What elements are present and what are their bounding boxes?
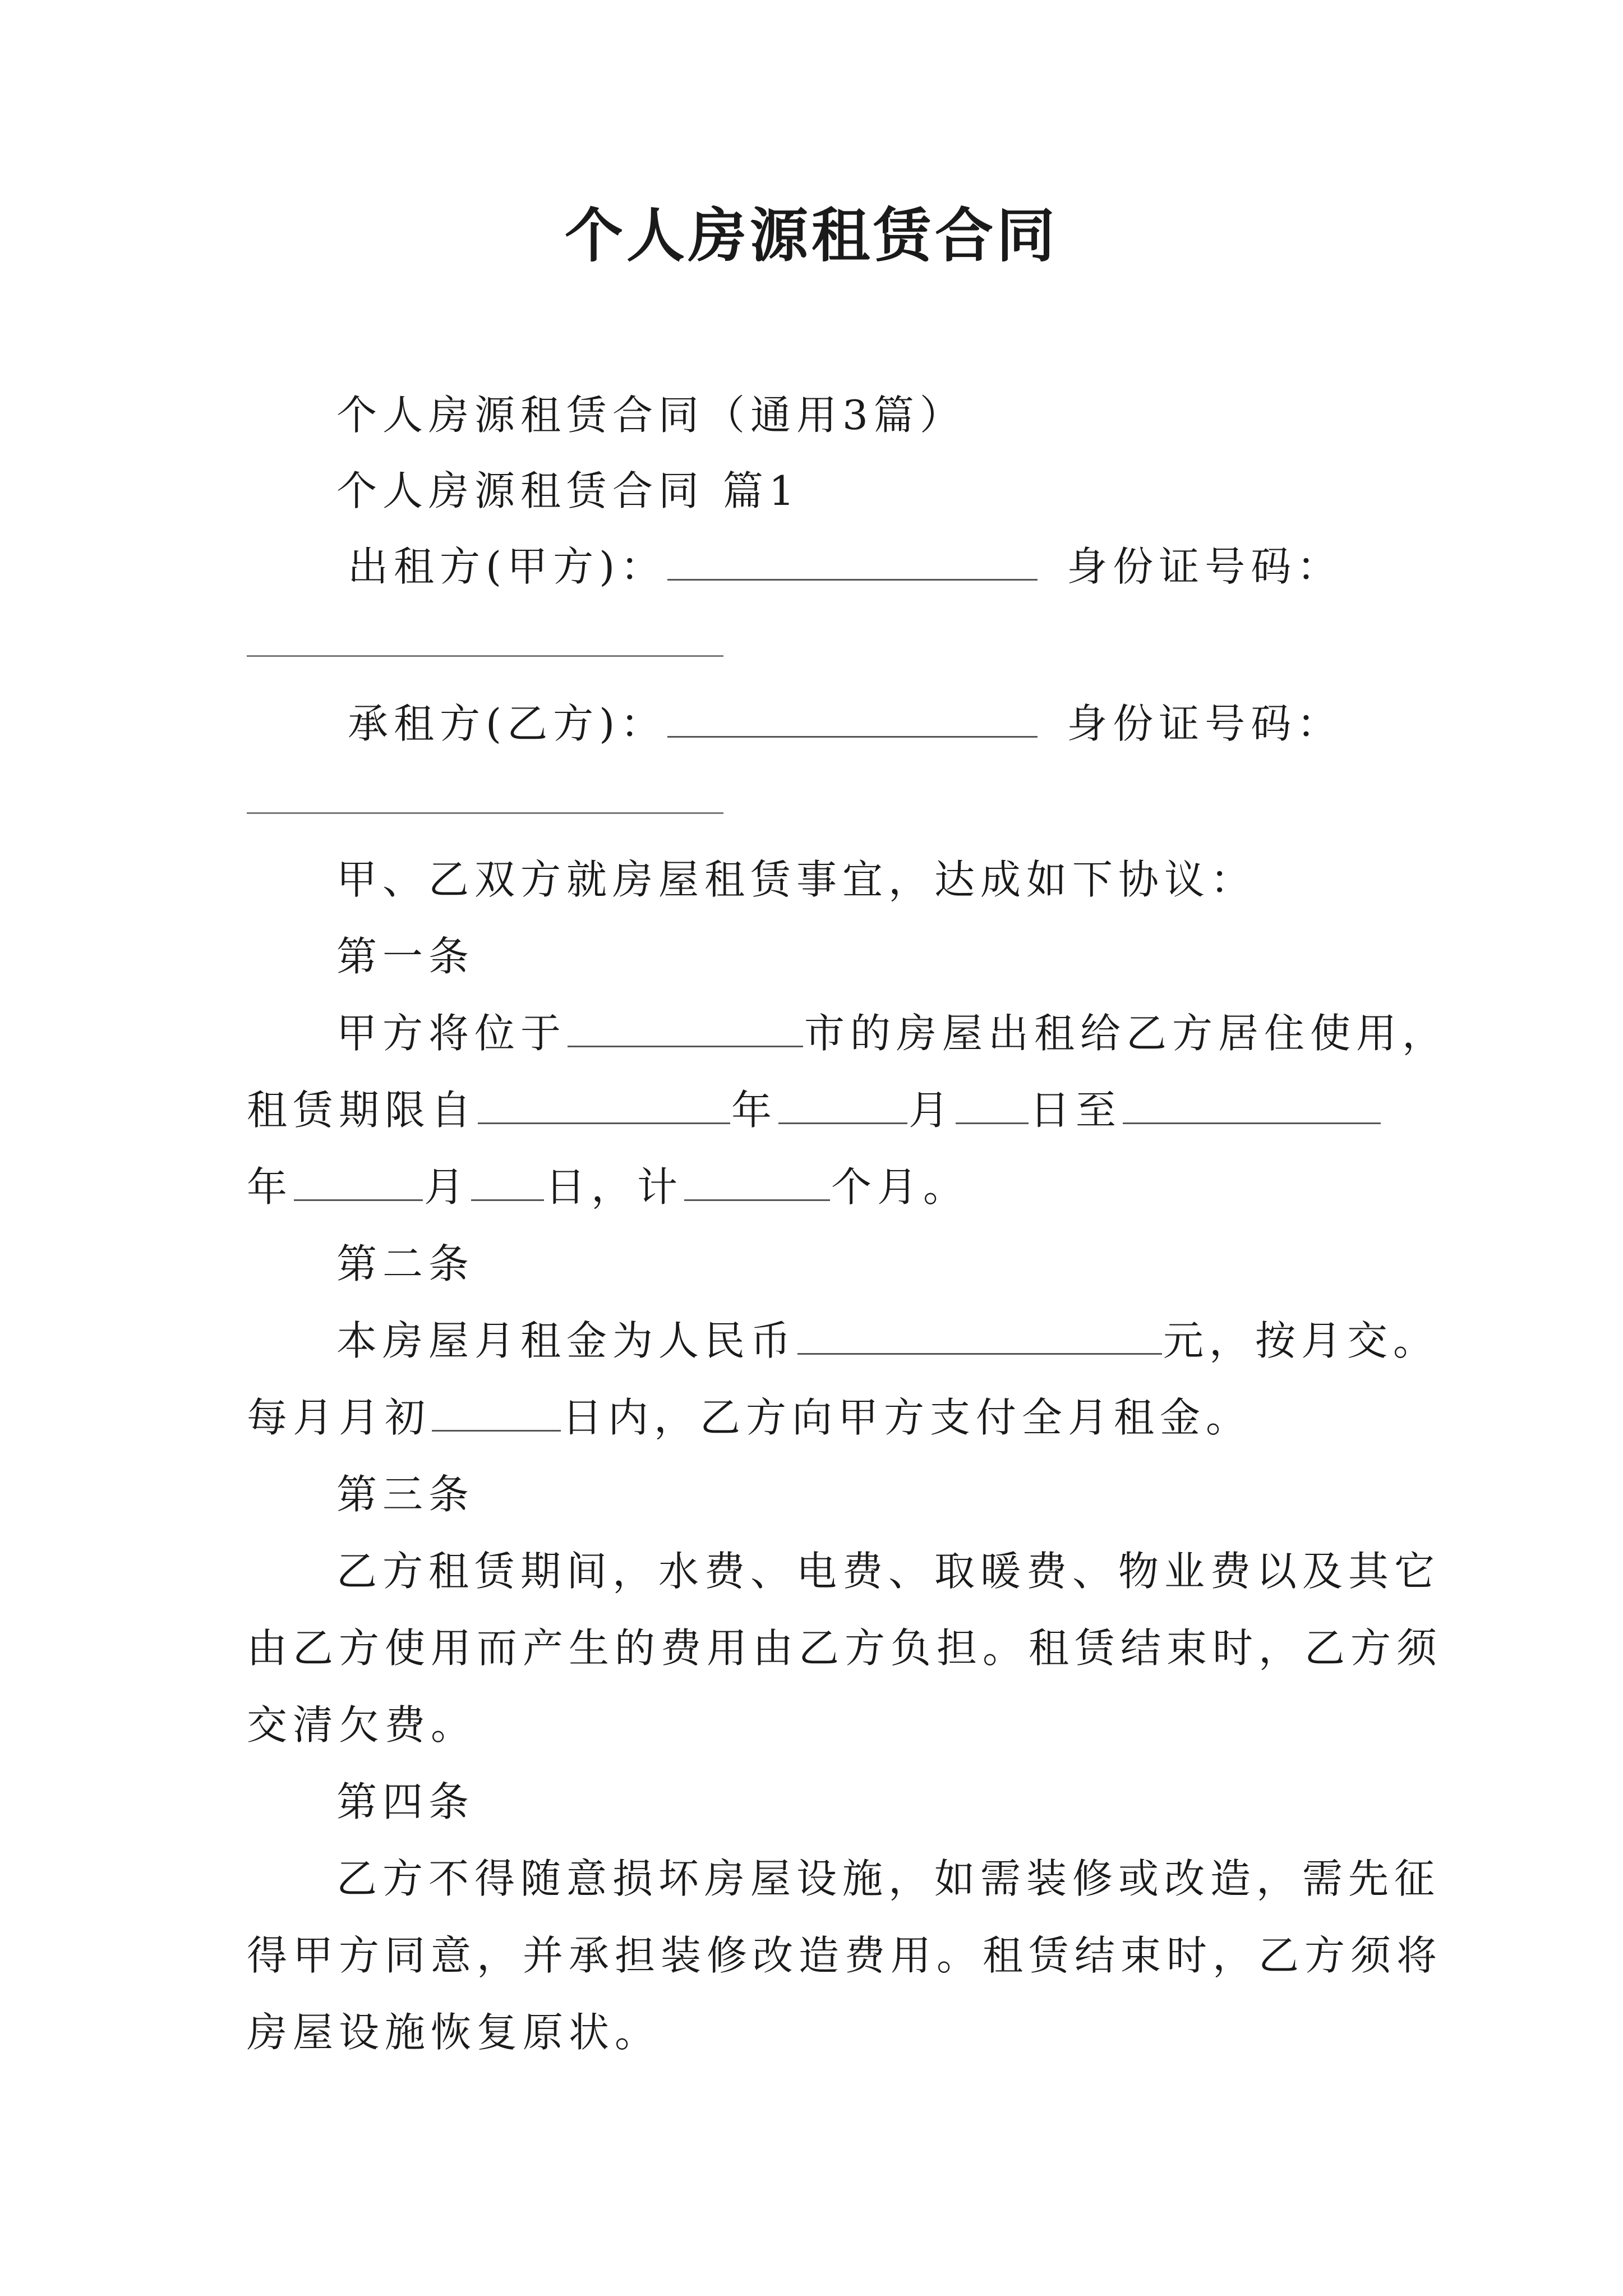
start-month-blank	[778, 1089, 907, 1124]
article1-line3	[247, 1159, 969, 1215]
lessee-label: 承租方(乙方)：	[348, 700, 667, 747]
article2-text-c: 每月月初	[247, 1394, 431, 1441]
lessee-id-label: 身份证号码：	[1067, 700, 1343, 747]
end-year-blank	[1123, 1089, 1381, 1124]
document-subtitle: 个人房源租赁合同（通用3篇）	[336, 392, 966, 439]
article1-text-a: 甲方将位于	[336, 1010, 567, 1057]
article2-line2	[247, 1389, 1252, 1446]
article1-line2	[247, 1082, 1382, 1138]
end-day-blank	[471, 1166, 544, 1201]
lessor-row	[348, 539, 1343, 595]
article3-line3: 交清欠费。	[247, 1701, 477, 1749]
document-title: 个人房源租赁合同	[564, 201, 1058, 270]
article1-text-h: 月	[424, 1163, 471, 1211]
article1-text-j: 个月。	[831, 1163, 970, 1211]
article3-line1: 乙方租赁期间，水费、电费、取暖费、物业费以及其它	[336, 1548, 1441, 1595]
article4-line1: 乙方不得随意损坏房屋设施，如需装修或改造，需先征	[336, 1855, 1441, 1902]
article2-text-a: 本房屋月租金为人民币	[336, 1317, 797, 1364]
article1-text-e: 月	[909, 1087, 955, 1134]
article1-heading: 第一条	[336, 933, 475, 980]
article1-text-i: 日，计	[545, 1163, 684, 1211]
lessee-name-blank	[667, 702, 1038, 738]
article4-line3: 房屋设施恢复原状。	[247, 2009, 661, 2056]
lessor-label: 出租方(甲方)：	[348, 543, 667, 590]
article3-heading: 第三条	[336, 1471, 475, 1518]
start-year-blank	[478, 1089, 730, 1124]
article1-text-d: 年	[731, 1087, 778, 1134]
article1-text-c: 租赁期限自	[247, 1087, 477, 1134]
article4-heading: 第四条	[336, 1778, 475, 1825]
lessee-id-blank	[247, 812, 723, 814]
rent-amount-blank	[797, 1319, 1162, 1355]
article1-line1	[336, 1005, 1448, 1061]
lessor-id-blank	[247, 655, 723, 657]
article2-line1	[336, 1313, 1439, 1369]
article1-text-b: 市的房屋出租给乙方居住使用，	[804, 1010, 1449, 1057]
article3-line2: 由乙方使用而产生的费用由乙方负担。租赁结束时，乙方须	[247, 1625, 1443, 1672]
intro-paragraph: 甲、乙双方就房屋租赁事宜，达成如下协议：	[336, 856, 1257, 903]
part-heading: 个人房源租赁合同 篇1	[336, 467, 800, 514]
article1-text-g: 年	[247, 1163, 293, 1211]
article2-heading: 第二条	[336, 1240, 475, 1287]
start-day-blank	[956, 1089, 1029, 1124]
months-blank	[684, 1166, 830, 1201]
article2-text-b: 元，按月交。	[1163, 1317, 1440, 1364]
article1-text-f: 日至	[1030, 1087, 1122, 1134]
lessor-name-blank	[667, 545, 1038, 581]
article4-line2: 得甲方同意，并承担装修改造费用。租赁结束时，乙方须将	[247, 1932, 1443, 1979]
article2-text-d: 日内，乙方向甲方支付全月租金。	[562, 1394, 1252, 1441]
lessor-id-label: 身份证号码：	[1067, 543, 1343, 590]
lessee-row	[348, 696, 1343, 752]
end-month-blank	[294, 1166, 423, 1201]
city-blank	[568, 1012, 803, 1047]
payment-day-blank	[432, 1396, 561, 1432]
